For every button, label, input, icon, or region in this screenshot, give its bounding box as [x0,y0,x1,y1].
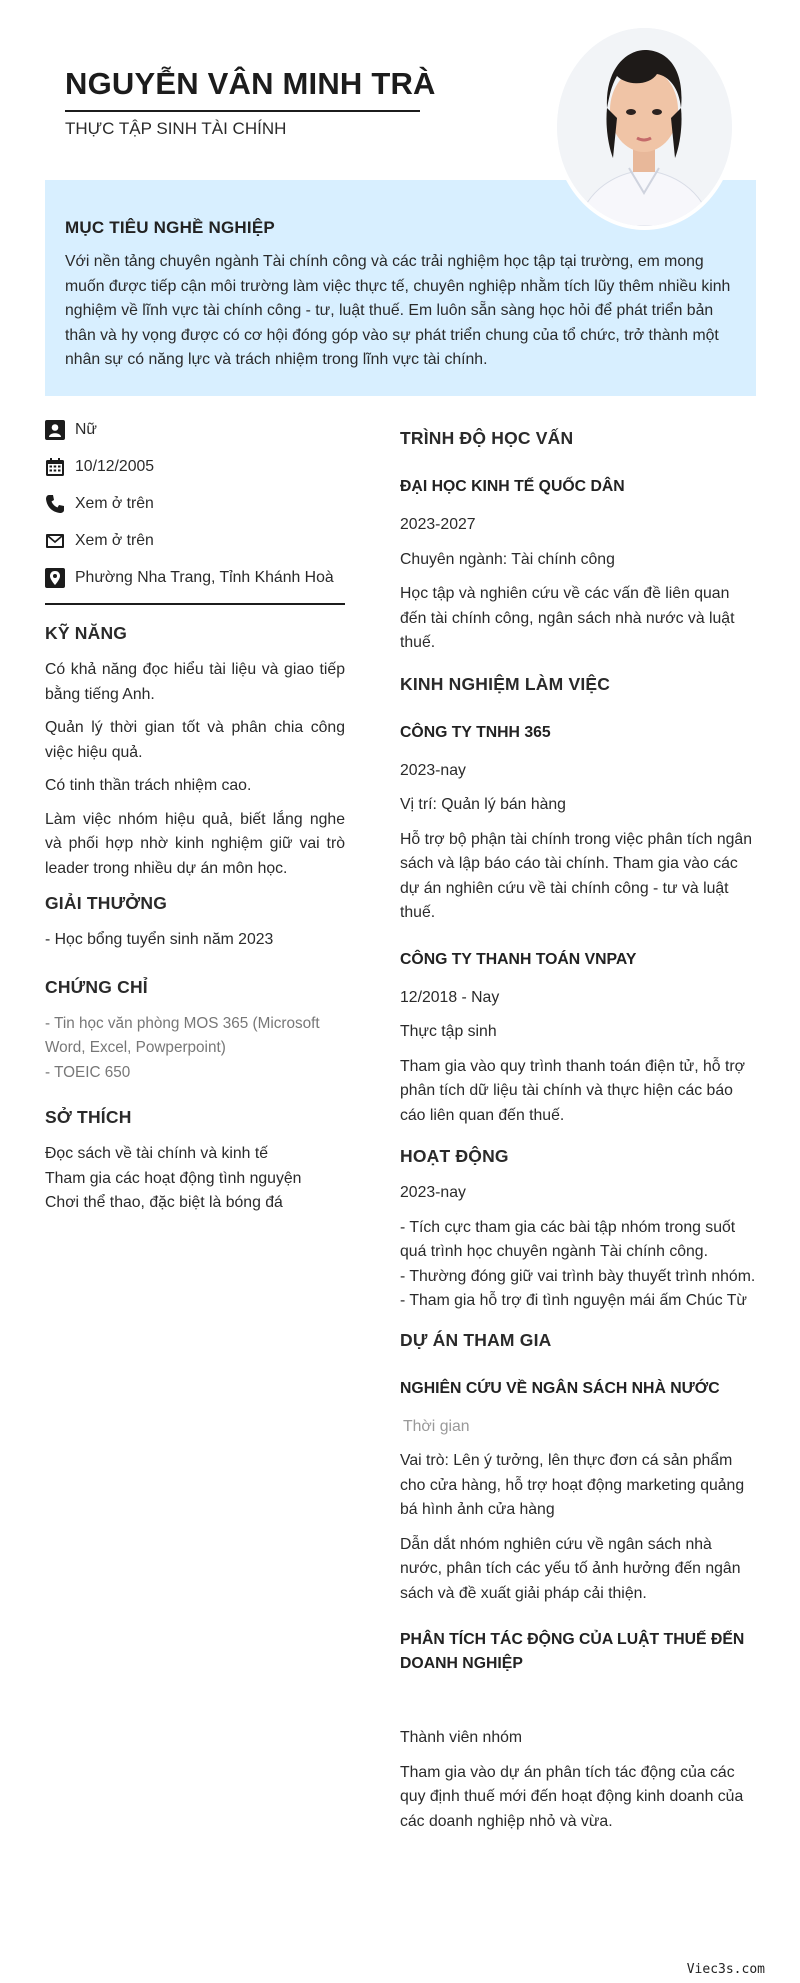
project-desc: Dẫn dắt nhóm nghiên cứu về ngân sách nhà nước, phân tích các yếu tố ảnh hưởng đến ngân sách và đề xuất giải pháp cải thiện. [400,1535,741,1602]
job-position: Vị trí: Quản lý bán hàng [400,796,566,813]
job-position: Thực tập sinh [400,1023,497,1040]
contact-gender [45,418,345,442]
award-item: - Học bổng tuyển sinh năm 2023 [45,931,274,948]
education-major: Chuyên ngành: Tài chính công [400,550,615,568]
gender-value: Nữ [75,421,97,438]
dob-value: 10/12/2005 [75,458,155,475]
contact-address [45,566,345,590]
contact-phone [45,492,345,516]
education-period: 2023-2027 [400,516,476,533]
job-desc: Tham gia vào quy trình thanh toán điện tử, hỗ trợ phân tích dữ liệu tài chính và thực hiện các báo cáo liên quan đến thuế. [400,1057,745,1124]
skill-item: Làm việc nhóm hiệu quả, biết lắng nghe và phối hợp nhờ kinh nghiệm giữ vai trò leader trong nhiều dự án môn học. [45,810,345,877]
activities-period: 2023-nay [400,1184,466,1201]
project-role: Vai trò: Lên ý tưởng, lên thực đơn cá sản phẩm cho cửa hàng, hỗ trợ hoạt động marketing quảng bá hình ảnh cửa hàng [400,1452,745,1518]
project-time: Thời gian [403,1417,470,1435]
skill-item: Có tinh thần trách nhiệm cao. [45,777,252,794]
activity-item: - Thường đóng giữ vai trình bày thuyết trình nhóm. [400,1267,756,1285]
person-icon [45,420,65,440]
job-desc: Hỗ trợ bộ phận tài chính trong việc phân tích ngân sách và lập báo cáo tài chính. Tham gia vào các dự án nghiên cứu về tài chính công - tư và luật thuế. [400,830,752,921]
project-role: Thành viên nhóm [400,1729,523,1746]
phone-value: Xem ở trên [75,495,154,512]
projects-title: DỰ ÁN THAM GIA [400,1329,552,1350]
candidate-role: THỰC TẬP SINH TÀI CHÍNH [65,119,287,138]
experience-title: KINH NGHIỆM LÀM VIỆC [400,673,611,694]
job-company: CÔNG TY TNHH 365 [400,723,551,741]
objective-title: MỤC TIÊU NGHỀ NGHIỆP [65,218,275,237]
skills-title: KỸ NĂNG [45,623,128,643]
left-column [45,418,345,1225]
certificate-item: - Tin học văn phòng MOS 365 (Microsoft Word, Excel, Powperpoint) [45,1014,320,1056]
contact-email [45,529,345,553]
phone-icon [45,494,65,514]
profile-photo [553,24,736,230]
project-name: NGHIÊN CỨU VỀ NGÂN SÁCH NHÀ NƯỚC [400,1379,720,1397]
hobby-item: Đọc sách về tài chính và kinh tế [45,1145,269,1162]
hobby-item: Tham gia các hoạt động tình nguyện [45,1169,302,1187]
education-title: TRÌNH ĐỘ HỌC VẤN [400,428,574,448]
left-divider [45,603,345,605]
skill-item: Quản lý thời gian tốt và phân chia công việc hiệu quả. [45,719,345,761]
location-pin-icon [45,568,65,588]
education-desc: Học tập và nghiên cứu về các vấn đề liên quan đến tài chính công, ngân sách nhà nước và luật thuế. [400,585,735,651]
project-desc: Tham gia vào dự án phân tích tác động của các quy định thuế mới đến hoạt động kinh doanh của các doanh nghiệp nhỏ và vừa. [400,1763,744,1830]
address-value: Phường Nha Trang, Tỉnh Khánh Hoà [75,569,334,586]
job-company: CÔNG TY THANH TOÁN VNPAY [400,950,637,968]
activities-title: HOẠT ĐỘNG [400,1146,509,1166]
activity-item: - Tích cực tham gia các bài tập nhóm trong suốt quá trình học chuyên ngành Tài chính công. [400,1218,736,1260]
project-name: PHÂN TÍCH TÁC ĐỘNG CỦA LUẬT THUẾ ĐẾN DOANH NGHIỆP [400,1631,745,1672]
name-underline [65,110,420,112]
email-icon [45,531,65,551]
hobby-item: Chơi thể thao, đặc biệt là bóng đá [45,1194,283,1211]
watermark-text: Viec3s.com [686,1962,765,1977]
certificate-item: - TOEIC 650 [45,1063,131,1081]
job-period: 12/2018 - Nay [400,988,500,1006]
contact-dob [45,455,345,479]
activity-item: - Tham gia hỗ trợ đi tình nguyện mái ấm Chúc Từ [400,1292,747,1309]
email-value: Xem ở trên [75,532,154,549]
certificates-title: CHỨNG CHỈ [45,976,148,997]
candidate-name: NGUYỄN VÂN MINH TRÀ [65,66,436,101]
objective-text: Với nền tảng chuyên ngành Tài chính công và các trải nghiệm học tập tại trường, em mong muốn được tiếp cận môi trường làm việc thực tế, chuyên nghiệp nhằm tích lũy thêm nhiều kinh nghiệm về lĩnh vực tài chính công - tư, luật thuế. Em luôn sẵn sàng học hỏi để phát triển bản thân và hy vọng được có cơ hội đóng góp vào sự phát triển chung của tổ chức, trở thành một nhân sự có năng lực và trách nhiệm trong lĩnh vực tài chính. [65,253,731,368]
awards-title: GIẢI THƯỞNG [45,893,168,913]
skill-item: Có khả năng đọc hiểu tài liệu và giao tiếp bằng tiếng Anh. [45,661,345,703]
right-column [400,428,756,1844]
job-period: 2023-nay [400,761,466,779]
calendar-icon [45,457,65,477]
education-school: ĐẠI HỌC KINH TẾ QUỐC DÂN [400,478,625,495]
hobbies-title: SỞ THÍCH [45,1107,132,1127]
